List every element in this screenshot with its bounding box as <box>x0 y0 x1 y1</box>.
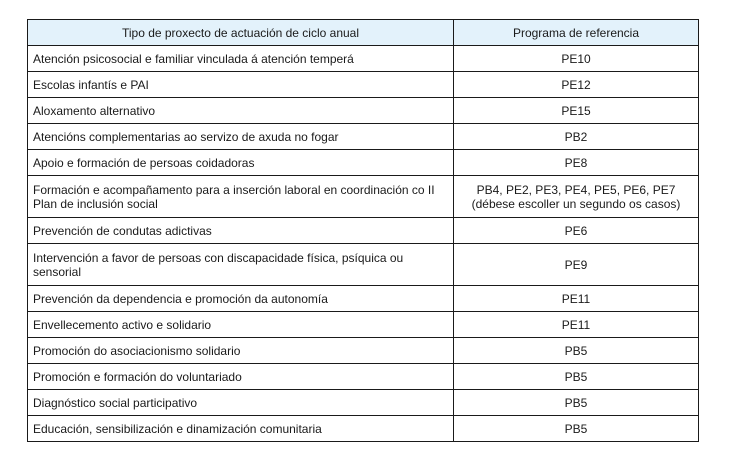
reference-program-note: (débese escoller un segundo os casos) <box>471 196 681 211</box>
table-row <box>28 218 699 244</box>
project-type-cell: Formación e acompañamento para a inserción laboral en coordinación co II Plan de inclusión social <box>28 176 454 218</box>
table-row <box>28 338 699 364</box>
table-row <box>28 416 699 442</box>
project-type-cell: Apoio e formación de persoas coidadoras <box>28 150 454 176</box>
table-row <box>28 364 699 390</box>
reference-program-cell: PB5 <box>454 364 699 390</box>
reference-program-cell: PE6 <box>454 218 699 244</box>
project-type-cell: Diagnóstico social participativo <box>28 390 454 416</box>
reference-program-table <box>27 19 699 442</box>
project-type-cell: Escolas infantís e PAI <box>28 72 454 98</box>
reference-program-cell: PB2 <box>454 124 699 150</box>
table-row <box>28 98 699 124</box>
reference-program-cell: PB5 <box>454 338 699 364</box>
reference-program-cell: PE11 <box>454 312 699 338</box>
table-row <box>28 124 699 150</box>
project-type-cell: Aloxamento alternativo <box>28 98 454 124</box>
reference-program-cell <box>454 176 699 218</box>
project-type-cell: Prevención da dependencia e promoción da autonomía <box>28 286 454 312</box>
project-type-cell: Intervención a favor de persoas con discapacidade física, psíquica ou sensorial <box>28 244 454 286</box>
reference-program-cell: PE11 <box>454 286 699 312</box>
table-row <box>28 150 699 176</box>
table-row <box>28 72 699 98</box>
table-row <box>28 244 699 286</box>
project-type-cell: Atencións complementarias ao servizo de axuda no fogar <box>28 124 454 150</box>
reference-program-cell: PE15 <box>454 98 699 124</box>
project-type-cell: Atención psicosocial e familiar vinculada á atención temperá <box>28 46 454 72</box>
reference-program-cell: PE12 <box>454 72 699 98</box>
reference-program-cell: PB5 <box>454 390 699 416</box>
header-reference-program: Programa de referencia <box>454 20 699 46</box>
project-type-cell: Promoción e formación do voluntariado <box>28 364 454 390</box>
table-row <box>28 390 699 416</box>
project-type-cell: Envellecemento activo e solidario <box>28 312 454 338</box>
project-type-cell: Promoción do asociacionismo solidario <box>28 338 454 364</box>
table-row <box>28 176 699 218</box>
header-project-type: Tipo de proxecto de actuación de ciclo anual <box>28 20 454 46</box>
reference-program-cell: PE10 <box>454 46 699 72</box>
reference-program-cell: PE8 <box>454 150 699 176</box>
table-row <box>28 286 699 312</box>
table-header-row <box>28 20 699 46</box>
reference-program-codes: PB4, PE2, PE3, PE4, PE5, PE6, PE7 <box>476 182 676 197</box>
reference-program-cell: PB5 <box>454 416 699 442</box>
project-type-cell: Educación, sensibilización e dinamización comunitaria <box>28 416 454 442</box>
table-row <box>28 312 699 338</box>
reference-program-cell: PE9 <box>454 244 699 286</box>
table-row <box>28 46 699 72</box>
project-type-cell: Prevención de condutas adictivas <box>28 218 454 244</box>
